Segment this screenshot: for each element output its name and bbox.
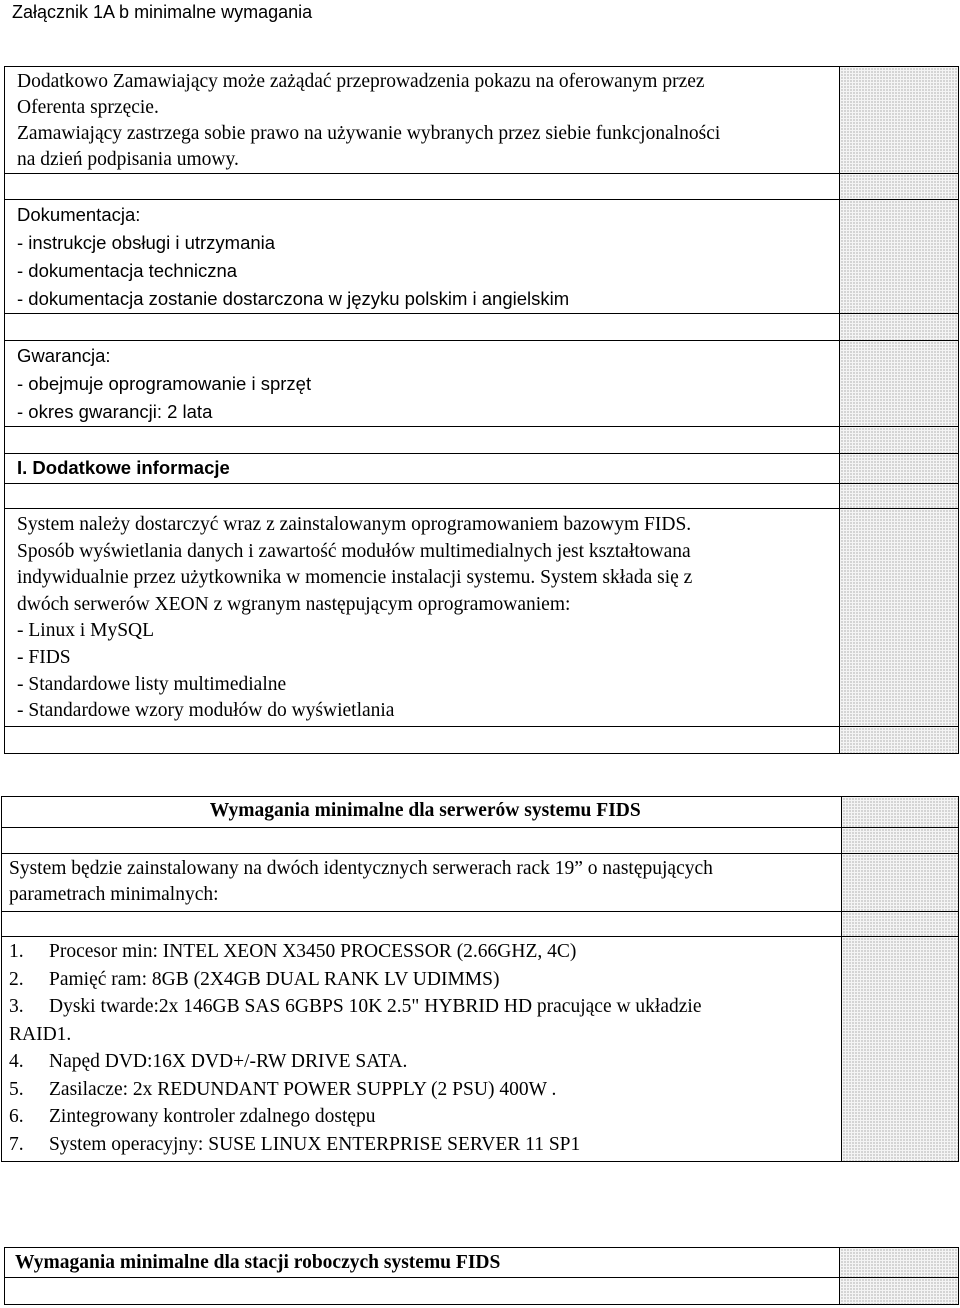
warranty-item: - obejmuje oprogramowanie i sprzęt xyxy=(17,373,312,394)
servers-specs-cell xyxy=(2,937,842,1162)
warranty-cell xyxy=(5,341,840,427)
spec-item xyxy=(9,966,841,994)
system-line: - Standardowe listy multimedialne xyxy=(17,673,287,695)
system-line: - Standardowe wzory modułów do wyświetlania xyxy=(17,700,395,722)
shaded-cell xyxy=(840,200,959,314)
additional-info-heading-cell xyxy=(5,454,840,484)
spacer-cell xyxy=(5,1278,840,1305)
spec-text: Dyski twarde:2x 146GB SAS 6GBPS 10K 2.5" HYBRID HD pracujące w układzie xyxy=(49,996,702,1017)
servers-title: Wymagania minimalne dla serwerów systemu FIDS xyxy=(209,800,641,821)
shaded-cell xyxy=(840,509,959,727)
warranty-heading: Gwarancja: xyxy=(17,345,111,366)
system-line: Sposób wyświetlania danych i zawartość modułów multimedialnych jest kształtowana xyxy=(17,540,691,562)
spec-number: 4. xyxy=(9,1051,24,1072)
system-line: - Linux i MySQL xyxy=(17,620,155,642)
spec-number: 2. xyxy=(9,968,24,990)
spacer-cell xyxy=(5,314,840,341)
servers-intro-cell xyxy=(2,854,842,912)
workstations-requirements-table xyxy=(4,1247,959,1305)
shaded-cell xyxy=(840,454,959,484)
shaded-cell xyxy=(840,67,959,174)
requirements-table-1 xyxy=(4,66,959,754)
page-header: Załącznik 1A b minimalne wymagania xyxy=(12,2,313,22)
additional-info-heading: I. Dodatkowe informacje xyxy=(17,457,230,478)
spec-item-continuation: RAID1. xyxy=(9,1023,72,1045)
spec-text: Zasilacze: 2x REDUNDANT POWER SUPPLY (2 PSU) 400W . xyxy=(49,1078,557,1100)
demo-line: Oferenta sprzęcie. xyxy=(17,97,159,118)
spacer-cell xyxy=(5,174,840,200)
demo-line: Zamawiający zastrzega sobie prawo na używanie wybranych przez siebie funkcjonalności xyxy=(17,123,721,144)
servers-title-cell xyxy=(2,797,842,828)
spec-item xyxy=(9,1048,841,1076)
shaded-cell xyxy=(842,854,959,912)
shaded-cell xyxy=(842,937,959,1162)
spacer-cell xyxy=(5,427,840,454)
system-line: dwóch serwerów XEON z wgranym następującym oprogramowaniem: xyxy=(17,593,571,615)
shaded-cell xyxy=(840,314,959,341)
servers-intro-line: parametrach minimalnych: xyxy=(9,884,219,905)
system-paragraph-cell xyxy=(5,509,840,727)
spec-item xyxy=(9,993,841,1021)
spec-number: 6. xyxy=(9,1106,24,1127)
servers-requirements-table xyxy=(1,796,959,1162)
spec-number: 7. xyxy=(9,1133,24,1155)
system-line: indywidualnie przez użytkownika w momencie instalacji systemu. System składa się z xyxy=(17,567,693,589)
spec-text: Pamięć ram: 8GB (2X4GB DUAL RANK LV UDIMMS) xyxy=(49,968,500,990)
demo-line: na dzień podpisania umowy. xyxy=(17,149,239,170)
shaded-cell xyxy=(840,174,959,200)
shaded-cell xyxy=(840,727,959,754)
shaded-cell xyxy=(840,1278,959,1305)
spec-item xyxy=(9,1076,841,1104)
servers-intro-line: System będzie zainstalowany na dwóch identycznych serwerach rack 19” o następujących xyxy=(9,858,713,879)
documentation-item: - dokumentacja techniczna xyxy=(17,260,238,281)
shaded-cell xyxy=(842,912,959,937)
demo-paragraph-cell xyxy=(5,67,840,174)
documentation-item: - instrukcje obsługi i utrzymania xyxy=(17,232,276,253)
spacer-cell xyxy=(5,484,840,509)
workstations-title: Wymagania minimalne dla stacji roboczych systemu FIDS xyxy=(15,1252,501,1273)
warranty-item: - okres gwarancji: 2 lata xyxy=(17,401,213,422)
documentation-heading: Dokumentacja: xyxy=(17,204,141,225)
spec-number: 1. xyxy=(9,941,24,962)
system-line: - FIDS xyxy=(17,646,71,668)
spec-number: 3. xyxy=(9,996,24,1017)
shaded-cell xyxy=(840,427,959,454)
spacer-cell xyxy=(5,727,840,754)
spacer-cell xyxy=(2,912,842,937)
spec-text: Procesor min: INTEL XEON X3450 PROCESSOR (2.66GHZ, 4C) xyxy=(49,941,577,962)
spec-item xyxy=(9,1103,841,1131)
spec-text: Zintegrowany kontroler zdalnego dostępu xyxy=(49,1106,376,1127)
documentation-cell xyxy=(5,200,840,314)
documentation-item: - dokumentacja zostanie dostarczona w języku polskim i angielskim xyxy=(17,288,570,309)
spec-text: System operacyjny: SUSE LINUX ENTERPRISE SERVER 11 SP1 xyxy=(49,1133,581,1155)
spec-item xyxy=(9,938,841,966)
shaded-cell xyxy=(842,797,959,828)
shaded-cell xyxy=(840,484,959,509)
spec-item xyxy=(9,1131,841,1159)
shaded-cell xyxy=(842,828,959,854)
spacer-cell xyxy=(2,828,842,854)
demo-line: Dodatkowo Zamawiający może zażądać przeprowadzenia pokazu na oferowanym przez xyxy=(17,71,705,92)
shaded-cell xyxy=(840,1248,959,1278)
shaded-cell xyxy=(840,341,959,427)
workstations-title-cell xyxy=(5,1248,840,1278)
spec-number: 5. xyxy=(9,1078,24,1100)
spec-text: Napęd DVD:16X DVD+/-RW DRIVE SATA. xyxy=(49,1051,408,1072)
system-line: System należy dostarczyć wraz z zainstalowanym oprogramowaniem bazowym FIDS. xyxy=(17,514,692,535)
